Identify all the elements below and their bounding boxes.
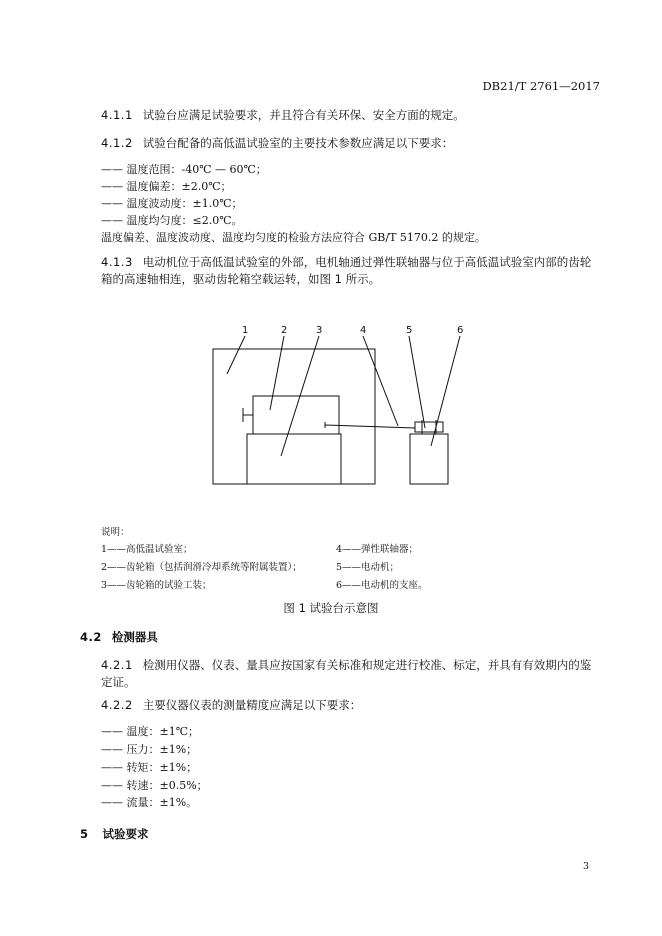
callout-4: 4 (360, 325, 367, 336)
list-item: —— 转速：±0.5%； (101, 779, 208, 792)
clause-4-1-3 (101, 254, 591, 271)
coupling-outline (415, 422, 443, 432)
clause-4-2-1 (101, 657, 591, 674)
clause-text-line1: 电动机位于高低温试验室的外部，电机轴通过弹性联轴器与位于高低温试验室内部的齿轮 (142, 255, 592, 269)
section-title: 试验要求 (102, 827, 149, 841)
clause-number: 4.1.1 (101, 108, 133, 122)
legend-item: 3——齿轮箱的试验工装； (101, 580, 212, 591)
section-number: 5 (80, 827, 89, 841)
clause-number: 4.2.2 (101, 698, 133, 712)
section-4-2-heading (80, 629, 158, 646)
legend-item: 5——电动机； (336, 562, 400, 573)
document-code: DB21/T 2761—2017 (482, 79, 600, 93)
section-number: 4.2 (80, 630, 102, 644)
list-item: —— 温度范围：-40℃ — 60℃； (101, 163, 267, 176)
clause-text: 试验台配备的高低温试验室的主要技术参数应满足以下要求： (142, 136, 454, 150)
callout-3: 3 (316, 325, 323, 336)
clause-number: 4.2.1 (101, 658, 133, 672)
list-item: —— 温度波动度：±1.0℃； (101, 197, 243, 210)
section-5-heading (80, 826, 149, 843)
list-item: —— 压力：±1%； (101, 743, 198, 756)
callout-2: 2 (281, 325, 288, 336)
clause-number: 4.1.2 (101, 136, 133, 150)
clause-4-1-3-continued: 箱的高速轴相连，驱动齿轮箱空载运转，如图 1 所示。 (101, 272, 381, 286)
callout-6: 6 (457, 325, 464, 336)
callout-5: 5 (406, 325, 413, 336)
list-item: —— 温度均匀度：≤2.0℃。 (101, 214, 243, 227)
clause-text-line1: 检测用仪器、仪表、量具应按国家有关标准和规定进行校准、标定，并具有有效期内的鉴 (142, 658, 592, 672)
test-bench-diagram (205, 322, 475, 492)
fixture-outline (247, 434, 341, 484)
section-title: 检测器具 (111, 630, 158, 644)
gearbox-outline (253, 396, 339, 434)
list-item: —— 温度：±1℃； (101, 725, 200, 738)
list-item: —— 转矩：±1%； (101, 761, 198, 774)
legend-title: 说明： (101, 527, 130, 538)
legend-item: 6——电动机的支座。 (336, 580, 428, 591)
clause-4-1-1 (101, 107, 465, 124)
clause-4-1-2 (101, 135, 453, 152)
list-item: —— 温度偏差：±2.0℃； (101, 180, 232, 193)
legend-item: 2——齿轮箱（包括润滑冷却系统等附属装置）； (101, 562, 302, 573)
page-number: 3 (582, 861, 589, 872)
legend-item: 1——高低温试验室； (101, 544, 193, 555)
clause-text: 试验台应满足试验要求，并且符合有关环保、安全方面的规定。 (142, 108, 465, 122)
list-item: —— 流量：±1%。 (101, 796, 198, 809)
motor-support-outline (410, 434, 448, 484)
callout-1: 1 (242, 325, 249, 336)
clause-text: 主要仪器仪表的测量精度应满足以下要求： (142, 698, 362, 712)
clause-4-2-1-continued: 定证。 (101, 675, 136, 689)
legend-item: 4——弹性联轴器； (336, 544, 419, 555)
temperature-note: 温度偏差、温度波动度、温度均匀度的检验方法应符合 GB/T 5170.2 的规定。 (101, 231, 486, 244)
figure-caption: 图 1 试验台示意图 (283, 601, 379, 615)
clause-number: 4.1.3 (101, 255, 133, 269)
clause-4-2-2 (101, 697, 361, 714)
